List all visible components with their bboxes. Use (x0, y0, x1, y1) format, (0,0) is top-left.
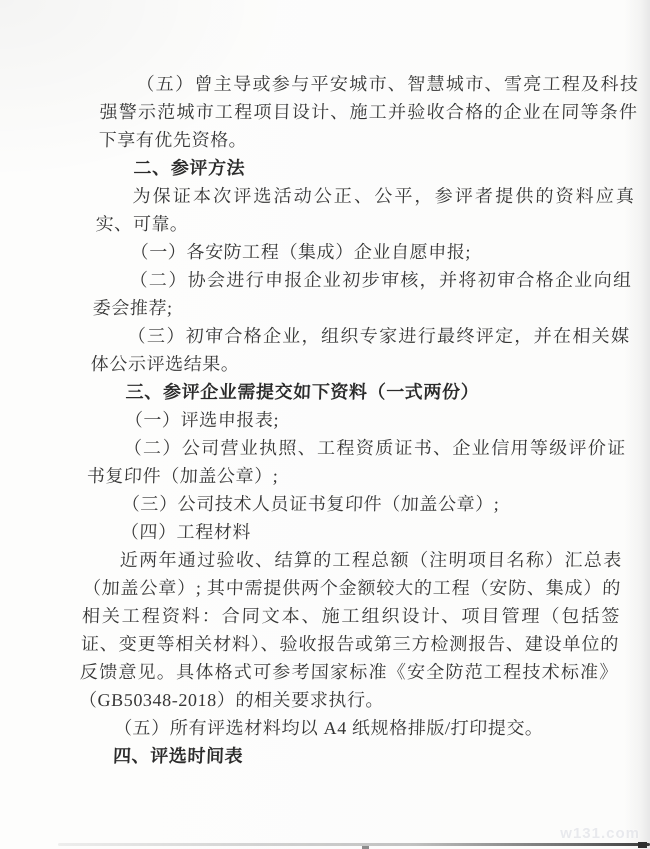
paragraph-fairness: 为保证本次评选活动公正、公平，参评者提供的资料应真实、可靠。 (95, 186, 635, 234)
paragraph-material-3: （三）公司技术人员证书复印件（加盖公章）; (121, 494, 500, 514)
paragraph-material-1: （一）评选申报表; (124, 410, 280, 430)
paragraph-method-2: （二）协会进行申报企业初步审核，并将初审合格企业向组委会推荐; (92, 270, 633, 318)
paragraph-material-5: （五）所有评选材料均以 A4 纸规格排版/打印提交。 (113, 718, 544, 738)
section-heading-2-methods: 二、参评方法 (133, 158, 246, 178)
scan-edge-dot (638, 842, 647, 848)
watermark: w131.com (560, 825, 640, 842)
section-heading-3-materials: 三、参评企业需提交如下资料（一式两份） (125, 382, 480, 402)
paragraph-material-4: （四）工程材料 (120, 522, 252, 542)
paragraph-material-2: （二）公司营业执照、工程资质证书、企业信用等级评价证书复印件（加盖公章）; (86, 438, 627, 486)
scan-edge-line (58, 843, 650, 846)
section-heading-4-timetable: 四、评选时间表 (112, 746, 244, 766)
document-text-block (77, 70, 639, 770)
paragraph-project-details: 近两年通过验收、结算的工程总额（注明项目名称）汇总表（加盖公章）; 其中需提供两个金额较大的工程（安防、集成）的相关工程资料：合同文本、施工组织设计、项目管理（包括签证、变更等相关材料）、验收报告或第三方检测报告、建设单位的反馈意见。具体格式可参考国家标准《安全防范工程技术标准》（GB50348-2018）的相关要求执行。 (78, 550, 623, 710)
paragraph-item-5-priority: （五）曾主导或参与平安城市、智慧城市、雪亮工程及科技强警示范城市工程项目设计、施工并验收合格的企业在同等条件下享有优先资格。 (98, 74, 639, 150)
paragraph-method-3: （三）初审合格企业，组织专家进行最终评定，并在相关媒体公示评选结果。 (90, 326, 631, 374)
paragraph-method-1: （一）各安防工程（集成）企业自愿申报; (130, 242, 472, 262)
